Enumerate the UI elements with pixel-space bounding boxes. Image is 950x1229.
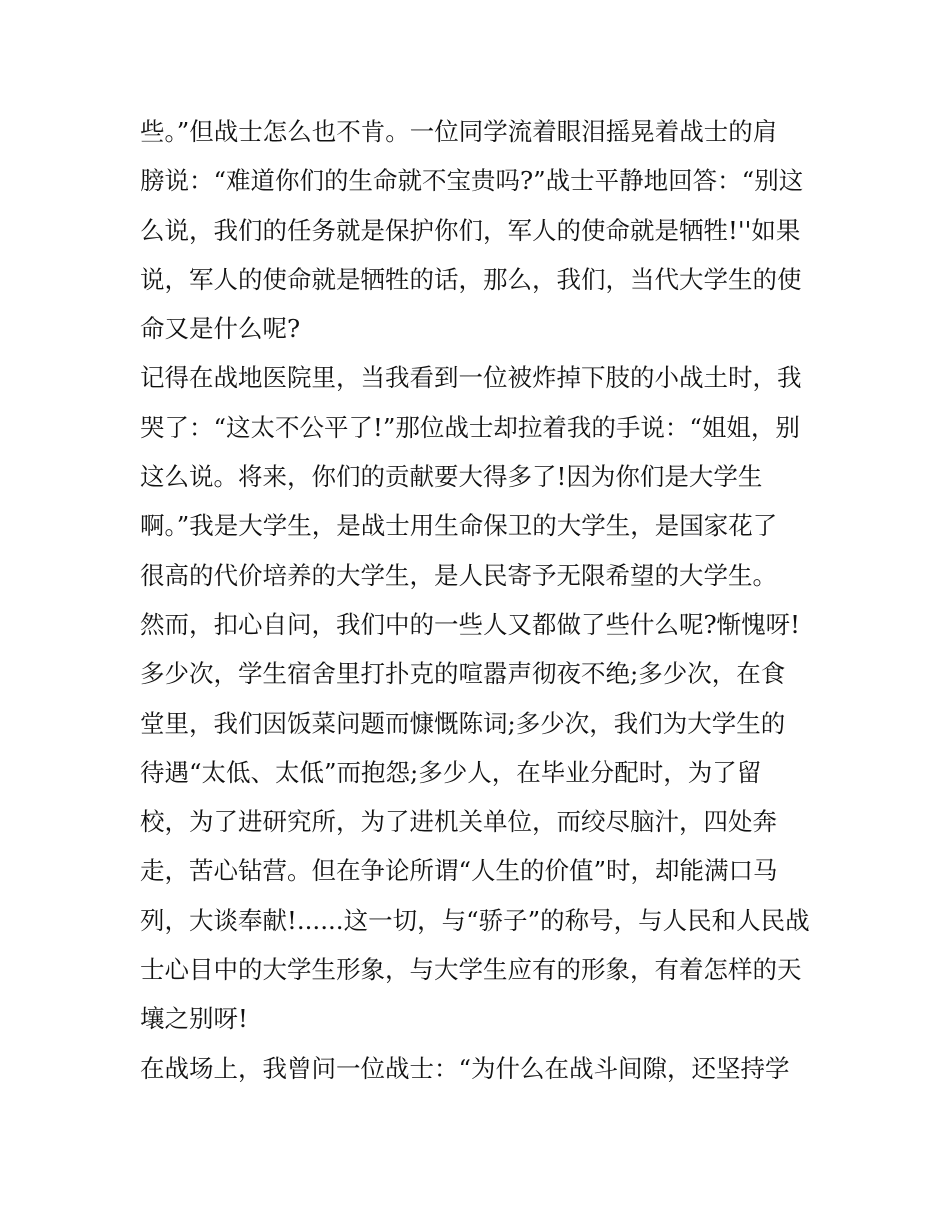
text-line: 士心目中的大学生形象，与大学生应有的形象，有着怎样的天 [140, 955, 802, 985]
text-line: 走，苦心钻营。但在争论所谓“人生的价值”时，却能满口马 [140, 856, 778, 886]
text-line: 膀说：“难道你们的生命就不宝贵吗?”战士平静地回答：“别这 [140, 166, 804, 196]
text-line: 命又是什么呢? [140, 314, 301, 344]
text-line: 堂里，我们因饭菜问题而慷慨陈词;多少次，我们为大学生的 [140, 708, 786, 738]
text-line: 壤之别呀! [140, 1004, 248, 1034]
text-line: 在战场上，我曾问一位战士：“为什么在战斗间隙，还坚持学 [140, 1053, 790, 1083]
text-line: 待遇“太低、太低”而抱怨;多少人，在毕业分配时，为了留 [140, 757, 762, 787]
body-text [140, 107, 820, 1093]
text-line: 么说，我们的任务就是保护你们，军人的使命就是牺牲!''如果 [140, 215, 801, 245]
text-line: 哭了：“这太不公平了!”那位战士却拉着我的手说：“姐姐，别 [140, 412, 800, 442]
text-line: 校，为了进研究所，为了进机关单位，而绞尽脑汁，四处奔 [140, 807, 777, 837]
text-line: 然而，扣心自问，我们中的一些人又都做了些什么呢?惭愧呀! [140, 609, 800, 639]
text-line: 很高的代价培养的大学生，是人民寄予无限希望的大学生。 [140, 560, 777, 590]
text-line: 列，大谈奉献!......这一切，与“骄子”的称号，与人民和人民战 [140, 905, 810, 935]
text-line: 啊。”我是大学生，是战士用生命保卫的大学生，是国家花了 [140, 511, 778, 541]
text-line: 这么说。将来，你们的贡献要大得多了!因为你们是大学生 [140, 462, 763, 492]
text-line: 说，军人的使命就是牺牲的话，那么，我们，当代大学生的使 [140, 264, 802, 294]
text-line: 多少次，学生宿舍里打扑克的喧嚣声彻夜不绝;多少次，在食 [140, 659, 786, 689]
text-line: 记得在战地医院里，当我看到一位被炸掉下肢的小战土时，我 [140, 363, 802, 393]
text-line: 些。”但战士怎么也不肯。一位同学流着眼泪摇晃着战士的肩 [140, 117, 778, 146]
